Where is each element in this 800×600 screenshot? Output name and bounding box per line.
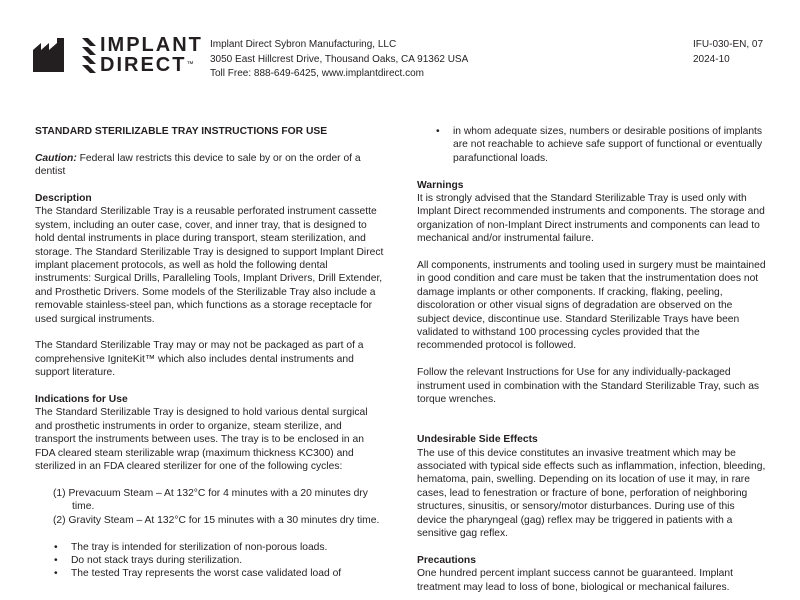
list-item: • The tray is intended for sterilization of non-porous loads. xyxy=(71,541,385,554)
indications-heading: Indications for Use xyxy=(35,394,128,406)
implant-direct-logo-mark xyxy=(81,38,97,74)
cycle-item-gravity: (2) Gravity Steam – At 132°C for 15 minutes with a 30 minutes dry time. xyxy=(53,514,380,526)
warnings-heading: Warnings xyxy=(417,179,464,191)
manufacturer-factory-icon xyxy=(33,38,69,72)
document-title: STANDARD STERILIZABLE TRAY INSTRUCTIONS FOR USE xyxy=(35,126,328,137)
document-id: IFU-030-EN, 07 xyxy=(693,39,764,50)
description-heading: Description xyxy=(35,193,92,204)
right-column xyxy=(417,125,767,600)
trademark-symbol: ™ xyxy=(186,61,194,68)
sterilization-cycles-list xyxy=(35,487,385,527)
section-spacer xyxy=(417,420,767,433)
precautions-heading: Precautions xyxy=(417,554,476,566)
contact-line: Toll Free: 888-649-6425, www.implantdirect.com xyxy=(210,68,424,79)
document-id-block xyxy=(693,38,763,67)
contraindications-continued-list xyxy=(417,125,767,165)
list-item: • The tested Tray represents the worst case validated load of xyxy=(71,567,385,580)
cycle-item-prevacuum: (1) Prevacuum Steam – At 132°C for 4 minutes with a 20 minutes dry time. xyxy=(53,487,368,513)
side-effects-paragraph: The use of this device constitutes an invasive treatment which may be associated with typical side effects such as inflammation, infection, bleeding, hematoma, pain, swelling. Depending on its location of use it may, in rare cases, lead to fenestration or fracture of bone, perforation of neighboring structures, sinusitis, or sensory/motor disturbances. During use of this device the pharyngeal (gag) reflex may be triggered in patients with a sensitive gag reflex. xyxy=(417,447,766,540)
company-logo-text xyxy=(100,35,203,75)
warnings-paragraph-1: It is strongly advised that the Standard Sterilizable Tray is used only with Implant Direct recommended instruments and components. The storage and organization of non-Implant Direct instruments and components can lead to mechanical and/or instrumental failure. xyxy=(417,193,765,245)
caution-label: Caution: xyxy=(35,152,77,164)
tray-notes-list xyxy=(35,541,385,581)
street-address: 3050 East Hillcrest Drive, Thousand Oaks, CA 91362 USA xyxy=(210,53,469,65)
description-paragraph-2: The Standard Sterilizable Tray may or may not be packaged as part of a comprehensive IgniteKit™ which also includes dental instruments and support literature. xyxy=(35,340,364,379)
side-effects-heading: Undesirable Side Effects xyxy=(417,434,538,446)
description-paragraph-1: The Standard Sterilizable Tray is a reusable perforated instrument cassette system, including an outer case, cover, and inner tray, that is designed to hold dental instruments in place during transport, steam sterilization, and storage. The Standard Sterilizable Tray is designed to support Implant Direct implant placement protocols, as well as hold the following dental instruments: Surgical Drills, Paralleling Tools, Implant Drivers, Drill Extender, and Prosthetic Drivers. Some models of the Sterilizable Tray also include a removable stainless-steel pan, which functions as a storage receptacle for used surgical instruments. xyxy=(35,206,384,325)
logo-line-implant: IMPLANT xyxy=(100,34,203,56)
precautions-paragraph: One hundred percent implant success cannot be guaranteed. Implant treatment may lead to loss of bone, biological or mechanical failures. xyxy=(417,568,733,593)
caution-paragraph xyxy=(35,152,385,179)
logo-line-direct: DIRECT™ xyxy=(100,54,194,76)
list-item: • in whom adequate sizes, numbers or desirable positions of implants are not reachable to achieve safe support of functional or eventually parafunctional loads. xyxy=(453,125,767,165)
manufacturer-address xyxy=(210,38,468,82)
warnings-paragraph-3: Follow the relevant Instructions for Use for any individually-packaged instrument used in combination with the Standard Sterilizable Tray, such as torque wrenches. xyxy=(417,367,760,406)
caution-text: Federal law restricts this device to sale by or on the order of a dentist xyxy=(35,152,361,178)
document-date: 2024-10 xyxy=(693,53,730,65)
document-header xyxy=(0,0,800,100)
left-column xyxy=(35,125,385,594)
indications-paragraph: The Standard Sterilizable Tray is designed to hold various dental surgical and prosthetic instruments in order to organize, steam sterilize, and transport the instruments between uses. The tray is to be enclosed in an FDA cleared steam sterilizable wrap (maximum thickness KC300) and sterilized in an FDA cleared sterilizer for one of the following cycles: xyxy=(35,407,368,473)
warnings-paragraph-2: All components, instruments and tooling used in surgery must be maintained in good condition and care must be taken that the instrumentation does not damage implants or other components. If cracking, flaking, peeling, discoloration or other visual signs of degradation are observed on the subject device, discontinue use. Standard Sterilizable Trays have been validated to withstand 100 processing cycles provided that the recommended protocol is followed. xyxy=(417,260,766,352)
company-name: Implant Direct Sybron Manufacturing, LLC xyxy=(210,39,397,50)
list-item: • Do not stack trays during sterilization. xyxy=(71,554,385,567)
